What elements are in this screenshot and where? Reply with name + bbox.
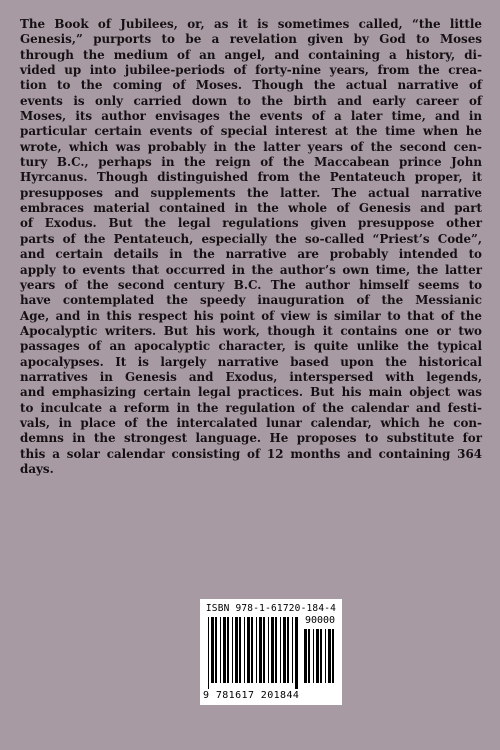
blurb-line: The Book of Jubilees, or, as it is sometimes called, “the little [20,17,482,31]
blurb-line: days. [20,461,54,476]
blurb-line: Age, and in this respect his point of view is similar to that of the [20,308,482,323]
blurb-line: Apocalyptic writers. But his work, though it contains one or two [20,323,482,338]
blurb-line: parts of the Pentateuch, especially the so-called “Priest’s Code”, [20,231,482,246]
blurb-line: vals, in place of the intercalated lunar calendar, which he con- [20,415,482,430]
blurb-line: Moses, its author envisages the events of a later time, and in [20,109,482,124]
blurb-line: particular certain events of special interest at the time when he [20,124,482,139]
blurb-line: apply to events that occurred in the author’s own time, the latter [20,262,482,277]
blurb-line: Genesis,” purports to be a revelation given by God to Moses [20,32,482,47]
blurb-line: presupposes and supplements the latter. The actual narrative [20,185,482,200]
blurb-line: to inculcate a reform in the regulation of the calendar and festi- [20,400,482,415]
blurb-line: and certain details in the narrative are probably intended to [20,247,482,262]
blurb-line: tury B.C., perhaps in the reign of the Maccabean prince John [20,155,482,170]
price-addon-digits: 90000 [304,615,336,626]
isbn-label: ISBN 978-1-61720-184-4 [205,603,337,614]
blurb-line: apocalypses. It is largely narrative based upon the historical [20,354,482,369]
blurb-line: wrote, which was probably in the latter years of the second cen- [20,139,482,154]
blurb-line: have contemplated the speedy inauguration of the Messianic [20,293,482,308]
blurb-line: this a solar calendar consisting of 12 months and containing 364 [20,446,482,461]
blurb-line: events is only carried down to the birth and early career of [20,93,482,108]
isbn-barcode [200,599,342,705]
blurb-line: passages of an apocalyptic character, is quite unlike the typical [20,339,482,354]
blurb-line: and emphasizing certain legal practices. But his main object was [20,385,482,400]
blurb-line: through the medium of an angel, and containing a history, di- [20,47,482,62]
blurb-line: demns in the strongest language. He proposes to substitute for [20,431,482,446]
blurb-line: embraces material contained in the whole of Genesis and part [20,201,482,216]
blurb-line: Hyrcanus. Though distinguished from the Pentateuch proper, it [20,170,482,185]
back-cover-blurb [20,17,482,477]
barcode-digits: 9 781617 201844 [203,690,300,701]
blurb-line: narratives in Genesis and Exodus, interspersed with legends, [20,369,482,384]
blurb-line: vided up into jubilee-periods of forty-nine years, from the crea- [20,63,482,78]
blurb-line: years of the second century B.C. The author himself seems to [20,277,482,292]
blurb-line: of Exodus. But the legal regulations given presuppose other [20,216,482,231]
ean13-bars [208,617,298,689]
blurb-line: tion to the coming of Moses. Though the actual narrative of [20,78,482,93]
addon-bars [304,629,336,689]
